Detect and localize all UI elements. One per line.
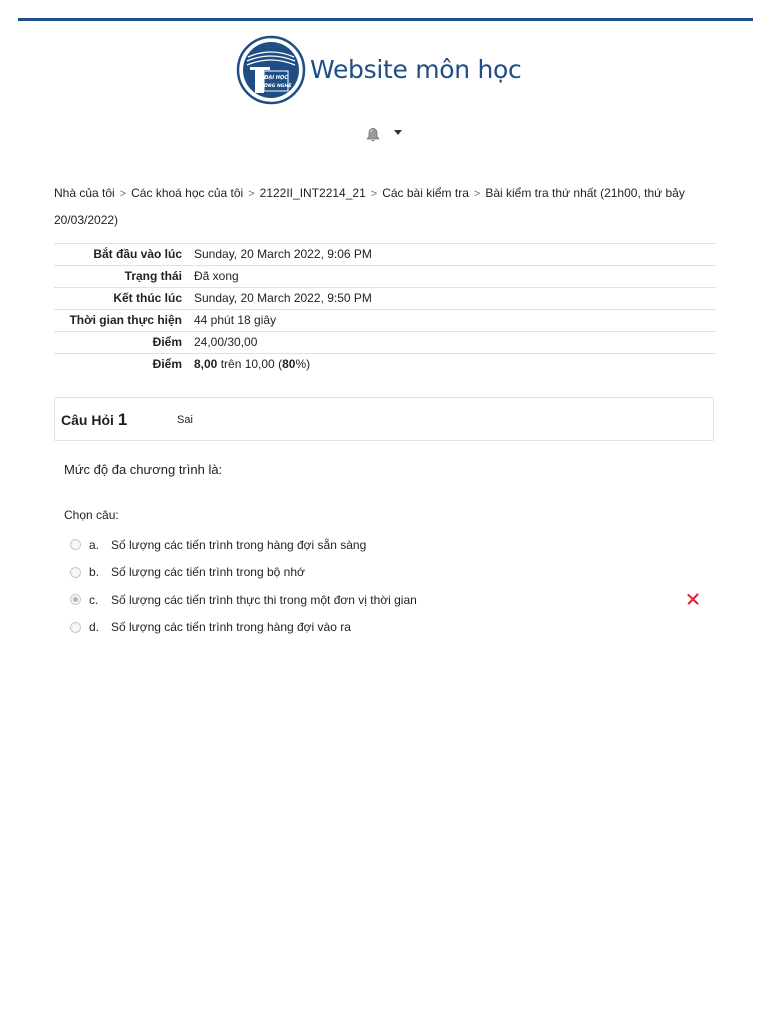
answer-letter: c.: [89, 592, 99, 607]
question-state: Sai: [177, 414, 193, 426]
caret-down-icon[interactable]: [394, 130, 402, 135]
answer-option-d[interactable]: [70, 614, 710, 642]
state-value: Đã xong: [188, 266, 716, 288]
breadcrumb-item-quiz[interactable]: Bài kiểm tra thứ nhất (21h00, thứ bảy 20/03/2022): [54, 186, 685, 227]
university-logo: [236, 35, 306, 105]
radio-button[interactable]: [70, 567, 81, 578]
completed-label: Kết thúc lúc: [54, 288, 188, 310]
table-row: [54, 332, 716, 354]
answer-option-a[interactable]: [70, 531, 710, 559]
radio-button[interactable]: [70, 539, 81, 550]
cross-icon: [687, 593, 699, 605]
radio-button-selected[interactable]: [70, 594, 81, 605]
breadcrumb-item-my-courses[interactable]: Các khoá học của tôi: [131, 186, 244, 200]
table-row: [54, 310, 716, 332]
table-row: [54, 266, 716, 288]
logo-text-top: ĐẠI HỌC: [264, 75, 288, 81]
grade-value: [188, 354, 716, 376]
site-brand[interactable]: [236, 34, 521, 106]
state-label: Trạng thái: [54, 266, 188, 288]
question-info-box: [54, 397, 714, 441]
answer-prompt: Chọn câu:: [64, 508, 119, 522]
table-row: [54, 244, 716, 266]
breadcrumb-item-course[interactable]: 2122II_INT2214_21: [259, 186, 366, 200]
question-number-value: 1: [117, 410, 128, 429]
chevron-right-icon: >: [473, 188, 481, 200]
top-rule: [18, 18, 753, 21]
grade-percent: 80: [282, 357, 296, 371]
site-title[interactable]: Website môn học: [310, 54, 522, 84]
grade-score: 8,00: [194, 357, 218, 371]
answer-text[interactable]: Số lượng các tiến trình trong hàng đợi sẵn sàng: [111, 537, 367, 552]
grade-mid: trên 10,00 (: [217, 357, 283, 371]
table-row: [54, 288, 716, 310]
answer-text[interactable]: Số lượng các tiến trình trong bộ nhớ: [111, 565, 305, 580]
answer-text[interactable]: Số lượng các tiến trình thực thi trong một đơn vị thời gian: [111, 592, 417, 607]
answer-list: [70, 531, 710, 641]
user-menu[interactable]: [366, 127, 402, 143]
chevron-right-icon: >: [370, 188, 378, 200]
question-label: Câu Hỏi: [61, 412, 114, 428]
marks-label: Điểm: [54, 332, 188, 354]
question-number: [61, 410, 127, 430]
answer-text[interactable]: Số lượng các tiến trình trong hàng đợi vào ra: [111, 620, 351, 635]
answer-letter: b.: [89, 565, 100, 580]
chevron-right-icon: >: [248, 188, 255, 200]
marks-value: 24,00/30,00: [188, 332, 716, 354]
answer-option-b[interactable]: [70, 559, 710, 587]
bell-icon[interactable]: [366, 127, 380, 143]
time-taken-label: Thời gian thực hiện: [54, 310, 188, 332]
time-taken-value: 44 phút 18 giây: [188, 310, 716, 332]
attempt-summary-table: [54, 243, 716, 375]
answer-option-c[interactable]: [70, 586, 710, 614]
grade-label: Điểm: [54, 354, 188, 376]
breadcrumb-item-quizzes[interactable]: Các bài kiểm tra: [382, 186, 469, 200]
answer-letter: a.: [89, 537, 100, 552]
table-row: [54, 354, 716, 376]
started-value: Sunday, 20 March 2022, 9:06 PM: [188, 244, 716, 266]
breadcrumb: [54, 180, 714, 233]
grade-tail: %): [295, 357, 311, 371]
completed-value: Sunday, 20 March 2022, 9:50 PM: [188, 288, 716, 310]
breadcrumb-item-home[interactable]: Nhà của tôi: [54, 186, 115, 200]
answer-letter: d.: [89, 620, 100, 635]
started-label: Bắt đầu vào lúc: [54, 244, 188, 266]
logo-text-bottom: CÔNG NGHỆ: [260, 84, 292, 89]
radio-button[interactable]: [70, 622, 81, 633]
question-text: Mức độ đa chương trình là:: [64, 462, 223, 477]
chevron-right-icon: >: [119, 188, 127, 200]
